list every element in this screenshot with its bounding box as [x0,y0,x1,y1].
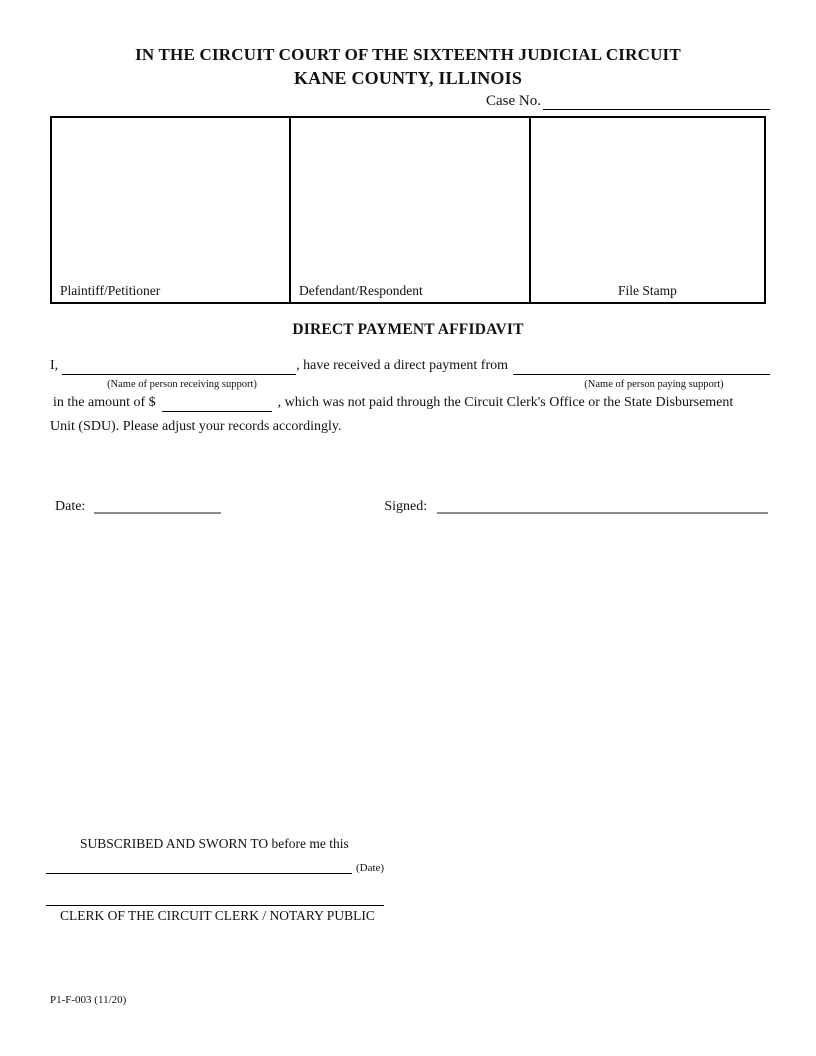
receiving-name-input[interactable] [62,359,296,375]
form-number: P1-F-003 (11/20) [50,994,127,1006]
paying-name-hint: (Name of person paying support) [584,379,724,390]
signature-input[interactable] [437,498,768,514]
date-signed-row [55,498,768,515]
court-title-line1: IN THE CIRCUIT COURT OF THE SIXTEENTH JUDICIAL CIRCUIT [135,45,681,64]
body-line-2 [50,394,770,412]
line1-middle: , have received a direct payment from [296,358,509,373]
case-number-label: Case No. [486,93,541,109]
file-stamp-label: File Stamp [618,283,677,298]
plaintiff-label: Plaintiff/Petitioner [60,283,161,298]
blank-hints-row [50,375,770,394]
file-stamp-cell [531,118,764,302]
notary-date-hint: (Date) [356,862,385,874]
date-label: Date: [55,499,86,514]
body-line-1 [50,357,770,375]
caption-box [50,116,766,304]
court-title-line2: KANE COUNTY, ILLINOIS [293,68,523,88]
form-title: DIRECT PAYMENT AFFIDAVIT [292,321,524,338]
defendant-label: Defendant/Respondent [299,283,423,298]
signed-label: Signed: [384,499,428,514]
line2-suffix: , which was not paid through the Circuit Clerk's Office or the State Disbursement [277,395,734,410]
date-input[interactable] [94,498,221,514]
defendant-cell [291,118,531,302]
amount-input[interactable] [162,396,272,412]
paying-name-input[interactable] [513,359,770,375]
line1-prefix: I, [50,358,59,373]
case-number-input[interactable] [543,93,770,110]
line2-prefix: in the amount of $ [53,395,156,410]
clerk-signature-block [46,905,384,924]
clerk-title: CLERK OF THE CIRCUIT CLERK / NOTARY PUBLIC [60,908,375,923]
plaintiff-cell [52,118,291,302]
case-number-row [486,93,770,110]
receiving-name-hint: (Name of person receiving support) [107,379,257,390]
body-line-3: Unit (SDU). Please adjust your records accordingly. [50,419,342,434]
notary-date-input[interactable] [46,857,352,874]
sworn-statement: SUBSCRIBED AND SWORN TO before me this [80,836,349,851]
affidavit-body [50,357,770,436]
notary-date-row [46,857,384,874]
